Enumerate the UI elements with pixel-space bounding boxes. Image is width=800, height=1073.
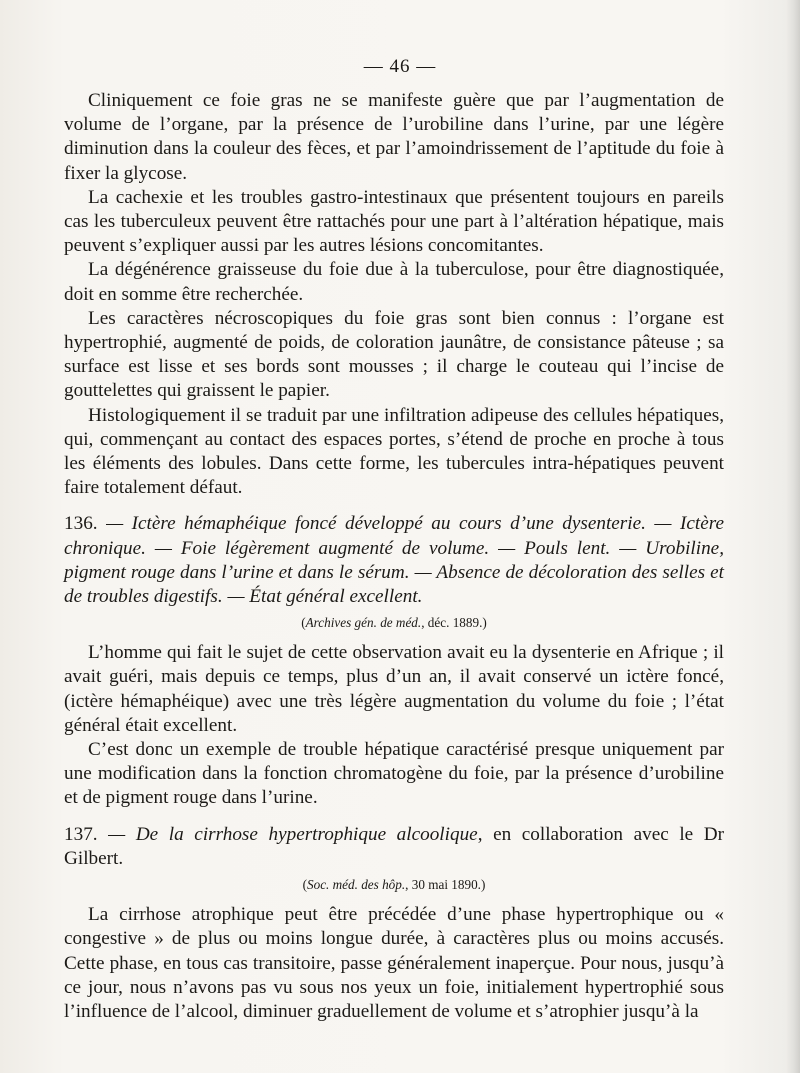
entry-136-heading bbox=[64, 512, 724, 609]
paragraph: La dégénérence graisseuse du foie due à la tuberculose, pour être diagnostiquée, doit en somme être recherchée. bbox=[64, 259, 724, 305]
page-number: — 46 — bbox=[363, 56, 437, 77]
entry-137-heading bbox=[64, 823, 724, 871]
paragraph: Les caractères nécroscopiques du foie gras sont bien connus : l’organe est hypertrophié, augmenté de poids, de coloration jaunâtre, de consistance pâteuse ; sa surface est lisse et ses bords sont mousses ; il charge le couteau qui l’incise de gouttelettes qui graissent le papier. bbox=[64, 307, 724, 402]
source-journal: Soc. méd. des hôp. bbox=[307, 877, 406, 893]
page-edge-shadow bbox=[786, 0, 800, 1073]
paragraph: La cachexie et les troubles gastro-intestinaux que présentent toujours en pareils cas les tuberculeux peuvent être rattachés pour une part à l’altération hépatique, mais peuvent s’expliquer aussi par les autres lésions concomitantes. bbox=[64, 186, 724, 257]
entry-137-source bbox=[64, 875, 724, 895]
entry-collaboration: , en collaboration avec le Dr Gilbert. bbox=[64, 823, 725, 869]
source-date: , déc. 1889. bbox=[421, 615, 483, 631]
source-date: , 30 mai 1890. bbox=[405, 877, 481, 893]
source-close: ) bbox=[480, 877, 486, 893]
source-close: ) bbox=[482, 615, 487, 631]
entry-number: 137. bbox=[64, 823, 98, 845]
paragraph: C’est donc un exemple de trouble hépatique caractérisé presque uniquement par une modification dans la fonction chromatogène du foie, par la présence d’urobiline et de pigment rouge dans l’urine. bbox=[64, 739, 724, 809]
source-journal: Archives gén. de méd. bbox=[305, 615, 422, 631]
entry-number: 136. bbox=[64, 513, 98, 535]
source-open: ( bbox=[302, 877, 307, 893]
entry-title: — Ictère hémaphéique foncé développé au cours d’une dysenterie. — Ictère chronique. — Foie légèrement augmenté de volume. — Pouls lent. — Urobiline, pigment rouge dans l’urine et dans le sérum. — Absence de décoloration des selles et de troubles digestifs. — État général excellent. bbox=[64, 513, 724, 608]
paragraph: Histologiquement il se traduit par une infiltration adipeuse des cellules hépatiques, qui, commençant au contact des espaces portes, s’étend de proche en proche à tous les éléments des lobules. Dans cette forme, les tubercules intra-hépatiques peuvent faire totalement défaut. bbox=[64, 404, 724, 499]
source-open: ( bbox=[301, 615, 306, 631]
paragraph: L’homme qui fait le sujet de cette observation avait eu la dysenterie en Afrique ; il avait guéri, mais depuis ce temps, plus d’un an, il avait conservé un ictère foncé, (ictère hémaphéique) avec une très légère augmentation du volume du foie ; l’état général était excellent. bbox=[64, 642, 724, 736]
entry-title: — De la cirrhose hypertrophique alcoolique bbox=[108, 823, 478, 845]
paragraph: La cirrhose atrophique peut être précédée d’une phase hypertrophique ou « congestive » de plus ou moins longue durée, à caractères plus ou moins accusés. Cette phase, en tous cas transitoire, passe généralement inaperçue. Pour nous, jusqu’à ce jour, nous n’avons pas vu sous nos yeux un foie, initialement hypertrophié sous l’influence de l’alcool, diminuer graduellement de volume et s’atrophier jusqu’à la bbox=[64, 904, 724, 1022]
body-text bbox=[64, 89, 724, 1024]
entry-136-source bbox=[64, 613, 724, 633]
paragraph: Cliniquement ce foie gras ne se manifeste guère que par l’augmentation de volume de l’organe, par la présence de l’urobiline dans l’urine, par une légère diminution dans la couleur des fèces, et par l’amoindrissement de l’aptitude du foie à fixer la glycose. bbox=[64, 90, 724, 184]
